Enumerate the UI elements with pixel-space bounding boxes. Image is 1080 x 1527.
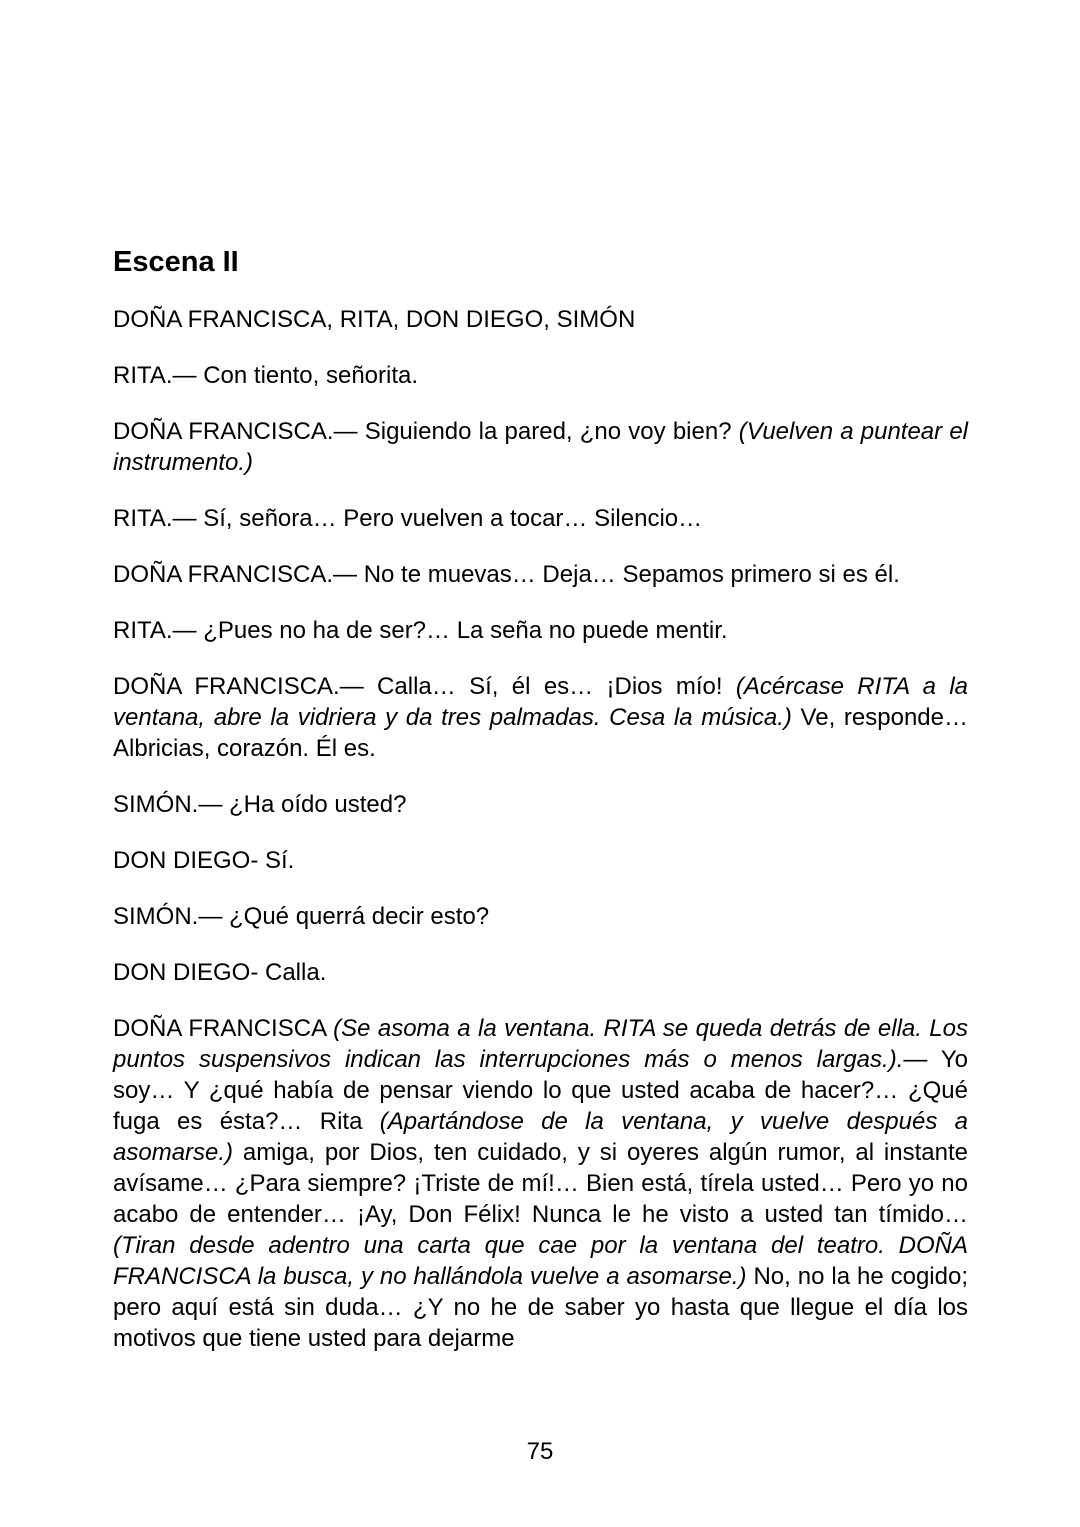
dialogue-line bbox=[113, 1013, 968, 1354]
page-number: 75 bbox=[526, 1438, 554, 1465]
dialogue-line bbox=[113, 615, 968, 646]
stage-direction: (Acércase RITA a la ventana, abre la vidriera y da tres palmadas. Cesa la música.) bbox=[113, 673, 969, 731]
stage-direction: (Tiran desde adentro una carta que cae por la ventana del teatro. DOÑA FRANCISCA la busca, y no hallándola vuelve a asomarse.) bbox=[113, 1232, 968, 1290]
dialogue-line bbox=[113, 360, 968, 391]
dialogue-line bbox=[113, 559, 968, 590]
speech-text: RITA.— Con tiento, señorita. bbox=[113, 362, 419, 389]
speech-text: SIMÓN.— ¿Ha oído usted? bbox=[113, 791, 407, 818]
page-body bbox=[113, 244, 968, 1379]
speech-text: DOÑA FRANCISCA.— No te muevas… Deja… Sepamos primero si es él. bbox=[113, 561, 900, 588]
dialogue-line bbox=[113, 503, 968, 534]
speech-text: RITA.— Sí, señora… Pero vuelven a tocar… Silencio… bbox=[113, 505, 703, 532]
character-list: DOÑA FRANCISCA, RITA, DON DIEGO, SIMÓN bbox=[113, 306, 636, 333]
stage-direction: (Vuelven a puntear el instrumento.) bbox=[113, 418, 969, 476]
dialogue-line bbox=[113, 901, 968, 932]
stage-direction: (Se asoma a la ventana. RITA se queda detrás de ella. Los puntos suspensivos indican las interrupciones más o menos largas.). bbox=[113, 1015, 968, 1073]
speech-text: SIMÓN.— ¿Qué querrá decir esto? bbox=[113, 903, 490, 930]
dialogue-line bbox=[113, 789, 968, 820]
dialogue-line bbox=[113, 416, 968, 478]
dialogue-line bbox=[113, 845, 968, 876]
speech-text: DOÑA FRANCISCA.— Siguiendo la pared, ¿no voy bien? bbox=[113, 418, 739, 445]
speech-text: amiga, por Dios, ten cuidado, y si oyeres algún rumor, al instante avísame… ¿Para siempre? ¡Triste de mí!… Bien está, tírela usted… Pero yo no acabo de entender… ¡Ay, Don Félix! Nunca le he visto a usted tan tímido… bbox=[113, 1139, 968, 1228]
dialogue bbox=[113, 360, 968, 1354]
speech-text: DON DIEGO- Calla. bbox=[113, 959, 327, 986]
scene-title: Escena II bbox=[113, 246, 239, 278]
speech-text: — Yo soy… Y ¿qué había de pensar viendo lo que usted acaba de hacer?… ¿Qué fuga es ésta?… Rita bbox=[113, 1046, 969, 1135]
speech-text: DOÑA FRANCISCA bbox=[113, 1015, 334, 1042]
speech-text: DON DIEGO- Sí. bbox=[113, 847, 295, 874]
speech-text: Ve, responde… Albricias, corazón. Él es. bbox=[113, 704, 968, 762]
dialogue-line bbox=[113, 957, 968, 988]
speech-text: DOÑA FRANCISCA.— Calla… Sí, él es… ¡Dios mío! bbox=[113, 673, 736, 700]
speech-text: No, no la he cogido; pero aquí está sin duda… ¿Y no he de saber yo hasta que llegue el día los motivos que tiene usted para dejarme bbox=[113, 1263, 969, 1352]
dialogue-line bbox=[113, 671, 968, 764]
stage-direction: (Apartándose de la ventana, y vuelve después a asomarse.) bbox=[113, 1108, 969, 1166]
speech-text: RITA.— ¿Pues no ha de ser?… La seña no puede mentir. bbox=[113, 617, 728, 644]
